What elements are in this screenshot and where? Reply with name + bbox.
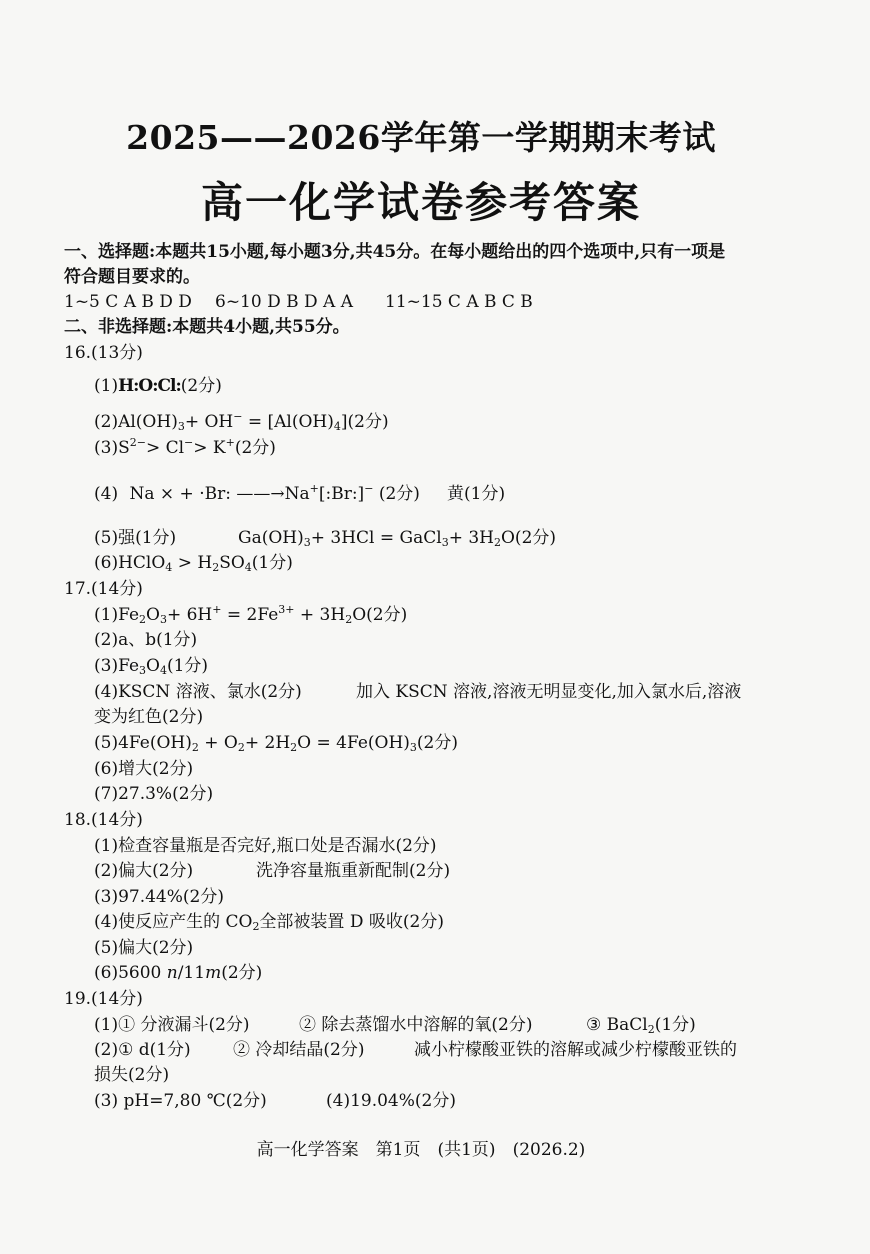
q17-a1-part: = 2Fe	[221, 605, 279, 625]
q18-answer-2a: (2)偏大(2分)	[94, 861, 194, 881]
q16-a6-part: (1分)	[251, 553, 293, 573]
q17-answer-5: $(5)4Fe(OH)_2 + O_2+ 2H_2O = 4Fe(OH)_3(2$分)	[94, 733, 459, 754]
answer-key-title: 高一化学试卷参考答案	[200, 178, 641, 227]
q16-a6-part: SO	[219, 553, 245, 573]
q17-header: 17.(14分)	[64, 579, 143, 599]
q18-header: 18.(14分)	[64, 810, 143, 830]
q19-header: 19.(14分)	[64, 989, 143, 1009]
q18-a6-part: (6)5600	[94, 963, 167, 983]
q16-a1-electron-formula: H:O:Cl:	[118, 376, 181, 396]
section2-heading: 二、非选择题:本题共4小题,共55分。	[64, 317, 350, 337]
q18-a6-part: m	[205, 963, 222, 983]
q17-a1-part: + 6H	[166, 605, 213, 625]
q19-answer-2c: 减小柠檬酸亚铁的溶解或减少柠檬酸亚铁的	[414, 1040, 737, 1060]
q17-answer-4a: (4)KSCN 溶液、氯水(2分)	[94, 682, 302, 702]
q16-a4-color: 黄(1分)	[447, 484, 506, 504]
q17-answer-4c: 变为红色(2分)	[94, 707, 204, 727]
q16-a4-score: (2分)	[378, 484, 420, 504]
q17-answer-6: (6)增大(2分)	[94, 759, 194, 779]
q16-a3-part: > K	[193, 438, 226, 458]
q16-a2-part: + OH	[184, 412, 234, 432]
q17-answer-1: $(1)Fe_2O_3+ 6H^+ = 2Fe^{3+} + 3H_2O(2$分)	[94, 603, 408, 626]
q16-a1-prefix: (1)	[94, 376, 119, 396]
q16-a2-part: (2)Al(OH)	[94, 412, 178, 432]
q17-a3-part: (3)Fe	[94, 656, 140, 676]
q18-answer-6	[94, 961, 262, 985]
q17-answer-4b: 加入 KSCN 溶液,溶液无明显变化,加入氯水后,溶液	[356, 682, 742, 702]
q17-a5-part: O = 4Fe(OH)	[297, 733, 410, 753]
q17-a5-part: (2分)	[416, 733, 459, 753]
q17-answer-2: (2)a、b(1分)	[94, 630, 198, 650]
q16-a3-part: > Cl	[145, 438, 185, 458]
q17-a1-part: (1)Fe	[94, 605, 140, 625]
q16-a5-part: + 3H	[448, 528, 494, 548]
q16-a4-reactants: Na × + ·Br: ——→	[129, 484, 285, 504]
q16-a3-part: (2分)	[234, 438, 276, 458]
q19-a1c-part: ③ BaCl	[586, 1015, 648, 1035]
q16-a2-part: ](2分)	[340, 412, 389, 432]
q18-answer-4: (4)使反应产生的 $CO_2$全部被装置 D 吸收(2分)	[94, 912, 444, 933]
q16-a1-score: (2分)	[180, 376, 222, 396]
q16-answer-2: $(2)Al(OH)_3+ OH^- = [Al(OH)_4](2$分)	[94, 410, 389, 433]
q16-answer-5b: $Ga(OH)_3+ 3HCl$ = GaCl$_3$+ $3H_2O(2$分)	[238, 528, 557, 549]
q19-answer-4: (4)19.04%(2分)	[326, 1091, 456, 1111]
q16-answer-3: $(3)S^{2-}> Cl^-> K^+(2$分)	[94, 436, 276, 458]
q18-a6-part: /11	[177, 963, 206, 983]
q16-a4-cation: Na	[284, 484, 310, 504]
q18-answer-3: (3)97.44%(2分)	[94, 887, 224, 907]
mc-answers-6-10: 6~10 D B D A A	[215, 292, 354, 312]
q17-a1-part: + 3H	[294, 605, 346, 625]
q18-answer-2b: 洗净容量瓶重新配制(2分)	[256, 861, 451, 881]
q17-a3-part: (1分)	[166, 656, 209, 676]
q19-a1c-part: (1分)	[654, 1015, 696, 1035]
q16-a4-prefix: (4)	[94, 484, 119, 504]
q16-answer-5a: (5)强(1分)	[94, 528, 177, 548]
q19-answer-1a: (1)① 分液漏斗(2分)	[94, 1015, 250, 1035]
q19-answer-1b: ② 除去蒸馏水中溶解的氧(2分)	[299, 1015, 533, 1035]
q18-answer-5: (5)偏大(2分)	[94, 938, 194, 958]
q16-answer-6: (6)HClO$_4$ > $H_2SO_4(1$分)	[94, 553, 293, 574]
q16-a4-anion: [:Br:]	[318, 484, 365, 504]
q16-a5-part: Ga(OH)	[238, 528, 304, 548]
q19-answer-1c: ③ BaCl$_2$(1分)	[586, 1015, 696, 1036]
section1-heading-cont: 符合题目要求的。	[64, 267, 200, 287]
q16-a3-part: (3)S	[94, 438, 130, 458]
exam-title: 2025——2026学年第一学期期末考试	[126, 118, 716, 157]
q16-header: 16.(13分)	[64, 343, 143, 363]
q17-a5-part: (5)4Fe(OH)	[94, 733, 192, 753]
q18-answer-1: (1)检查容量瓶是否完好,瓶口处是否漏水(2分)	[94, 836, 437, 856]
q17-a1-part: O	[146, 605, 160, 625]
q17-a3-part: O	[146, 656, 160, 676]
q19-answer-2b: ② 冷却结晶(2分)	[233, 1040, 365, 1060]
q19-answer-3: (3) pH=7,80 ℃(2分)	[94, 1091, 267, 1111]
q18-a6-part: (2分)	[221, 963, 263, 983]
q17-answer-7: (7)27.3%(2分)	[94, 784, 214, 804]
q17-a1-part: O(2分)	[352, 605, 408, 625]
q16-answer-4: (4) Na × + ·Br: ——→Na+[:Br:]− (2分)	[94, 482, 420, 504]
q16-a5-part: + 3HCl = GaCl	[310, 528, 442, 548]
q17-a5-part: + 2H	[244, 733, 291, 753]
page-footer: 高一化学答案 第1页 (共1页) (2026.2)	[256, 1140, 586, 1160]
q17-answer-3: $(3)Fe_3O_4(1$分)	[94, 656, 209, 677]
mc-answers-11-15: 11~15 C A B C B	[385, 292, 533, 312]
q17-a5-part: + O	[198, 733, 238, 753]
q16-a6-part: (6)HClO	[94, 553, 166, 573]
q16-a6-part: > H	[172, 553, 213, 573]
q18-a6-part: n	[166, 963, 178, 983]
section1-heading: 一、选择题:本题共15小题,每小题3分,共45分。在每小题给出的四个选项中,只有一项是	[64, 242, 726, 262]
q19-answer-2d: 损失(2分)	[94, 1065, 170, 1085]
q16-a2-part: = [Al(OH)	[242, 412, 334, 432]
mc-answers-1-5: 1~5 C A B D D	[64, 292, 192, 312]
q18-a4-part: 全部被装置 D 吸收(2分)	[259, 912, 444, 932]
q16-answer-1	[94, 374, 222, 398]
q16-a5-part: O(2分)	[501, 528, 557, 548]
q19-answer-2a: (2)① d(1分)	[94, 1040, 191, 1060]
q18-a4-part: (4)使反应产生的 CO	[94, 912, 253, 932]
